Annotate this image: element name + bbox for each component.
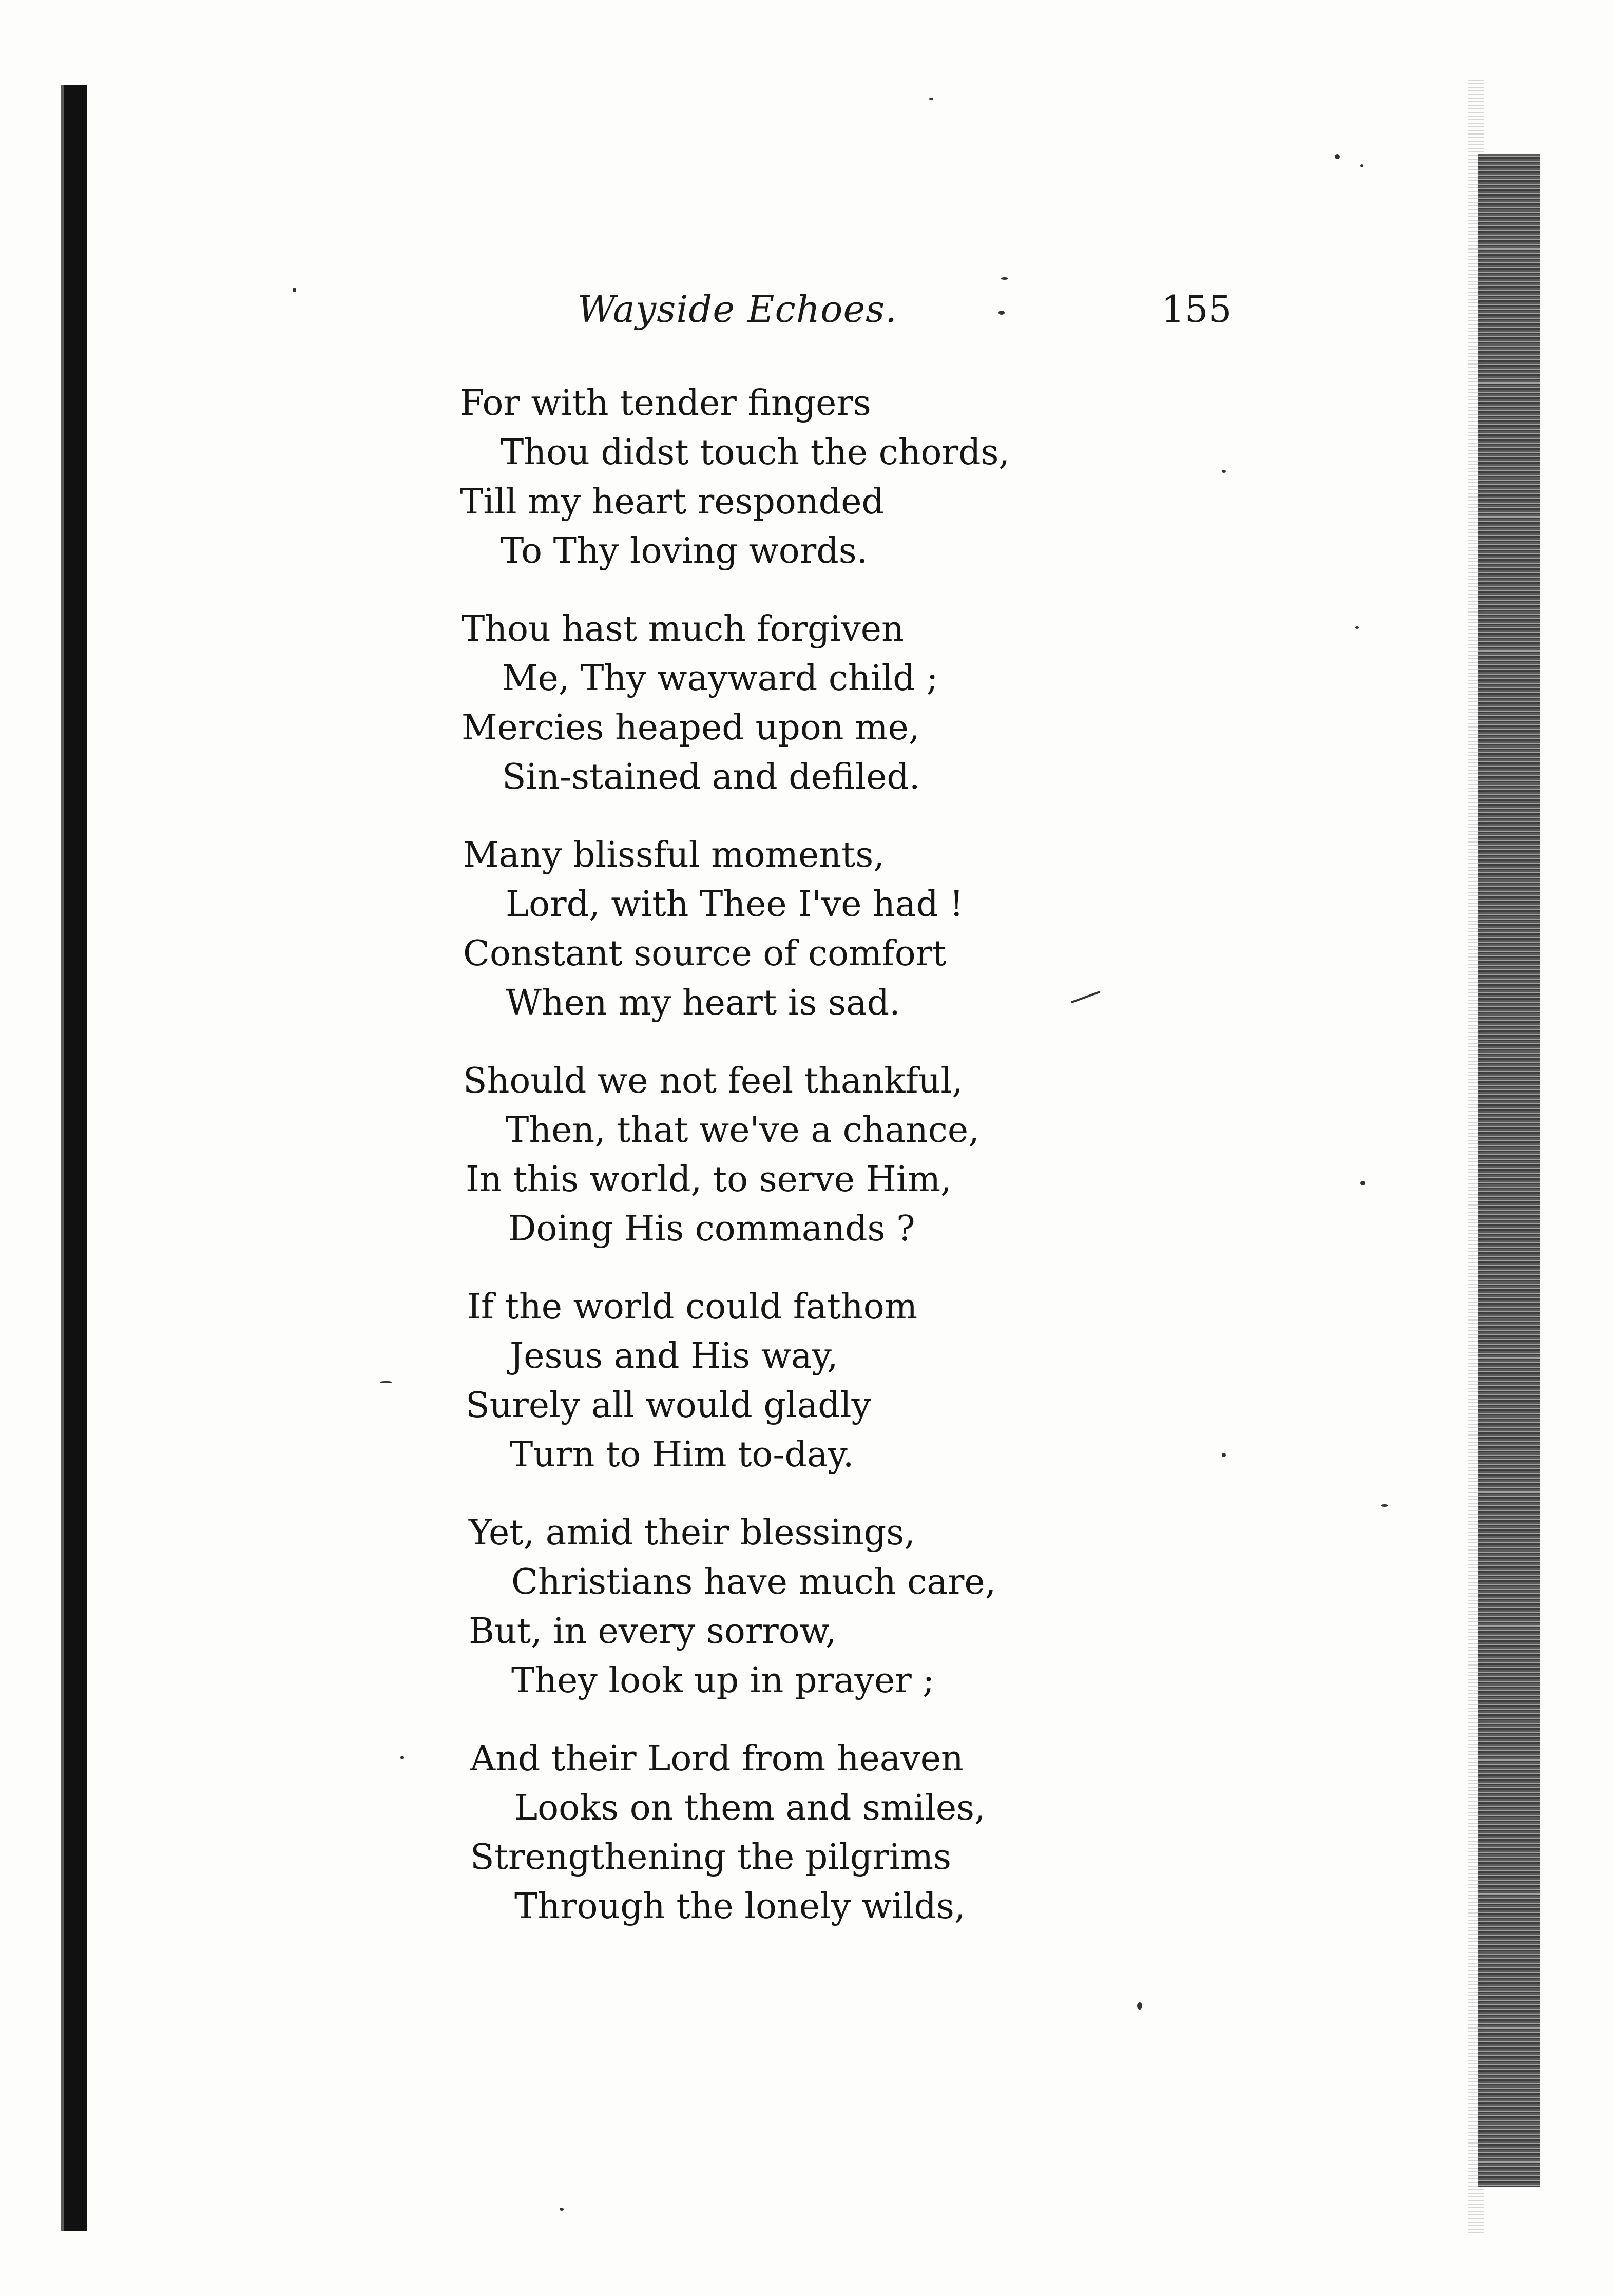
poem-line: And their Lord from heaven bbox=[470, 1738, 964, 1779]
poem-line: Should we not feel thankful, bbox=[463, 1061, 963, 1101]
scan-speck bbox=[380, 1381, 392, 1383]
scan-speck bbox=[293, 288, 296, 292]
poem-line: In this world, to serve Him, bbox=[466, 1159, 952, 1200]
poem-line: To Thy loving words. bbox=[501, 531, 868, 571]
poem-line: Christians have much care, bbox=[511, 1562, 996, 1602]
scan-speck bbox=[1222, 1453, 1226, 1457]
scan-speck bbox=[929, 98, 933, 100]
scan-speck bbox=[1360, 164, 1363, 167]
poem-line: When my heart is sad. bbox=[506, 983, 900, 1023]
poem-line: If the world could fathom bbox=[467, 1287, 918, 1327]
scan-speck bbox=[1001, 277, 1008, 280]
poem-line: Constant source of comfort bbox=[463, 933, 947, 974]
poem-line: Sin-stained and defiled. bbox=[502, 757, 920, 797]
poem-line: Me, Thy wayward child ; bbox=[502, 658, 938, 699]
scan-speck bbox=[1355, 626, 1359, 629]
poem-line: Thou didst touch the chords, bbox=[501, 432, 1010, 473]
poem-line: But, in every sorrow, bbox=[469, 1611, 837, 1652]
poem-line: Strengthening the pilgrims bbox=[470, 1837, 951, 1878]
scan-speck bbox=[998, 311, 1005, 315]
scan-speck bbox=[1360, 1181, 1365, 1185]
poem-line: Surely all would gladly bbox=[466, 1385, 871, 1426]
poem-line: Yet, amid their blessings, bbox=[469, 1513, 915, 1553]
poem-line: Then, that we've a chance, bbox=[506, 1110, 979, 1151]
poem-line: Mercies heaped upon me, bbox=[462, 707, 920, 748]
poem-line: Many blissful moments, bbox=[463, 835, 885, 875]
scan-speck bbox=[560, 2208, 564, 2211]
scan-speck bbox=[1222, 470, 1226, 473]
poem-line: Jesus and His way, bbox=[510, 1336, 838, 1376]
poem-line: Lord, with Thee I've had ! bbox=[506, 884, 964, 925]
page-number: 155 bbox=[1161, 288, 1232, 331]
running-header-title: Wayside Echoes. bbox=[578, 288, 897, 331]
scan-speck bbox=[1335, 154, 1340, 159]
poem-line: Till my heart responded bbox=[460, 482, 884, 522]
scan-speck bbox=[400, 1756, 404, 1759]
poem-line: Thou hast much forgiven bbox=[462, 609, 904, 649]
poem-line: They look up in prayer ; bbox=[511, 1660, 935, 1701]
poem-line: Turn to Him to-day. bbox=[510, 1434, 854, 1475]
scan-speck bbox=[1137, 2002, 1142, 2010]
poem-line: For with tender fingers bbox=[460, 383, 871, 424]
poem-line: Through the lonely wilds, bbox=[514, 1886, 966, 1927]
scan-speck bbox=[1381, 1504, 1388, 1507]
poem-line: Looks on them and smiles, bbox=[514, 1788, 986, 1828]
poem-line: Doing His commands ? bbox=[508, 1209, 915, 1249]
